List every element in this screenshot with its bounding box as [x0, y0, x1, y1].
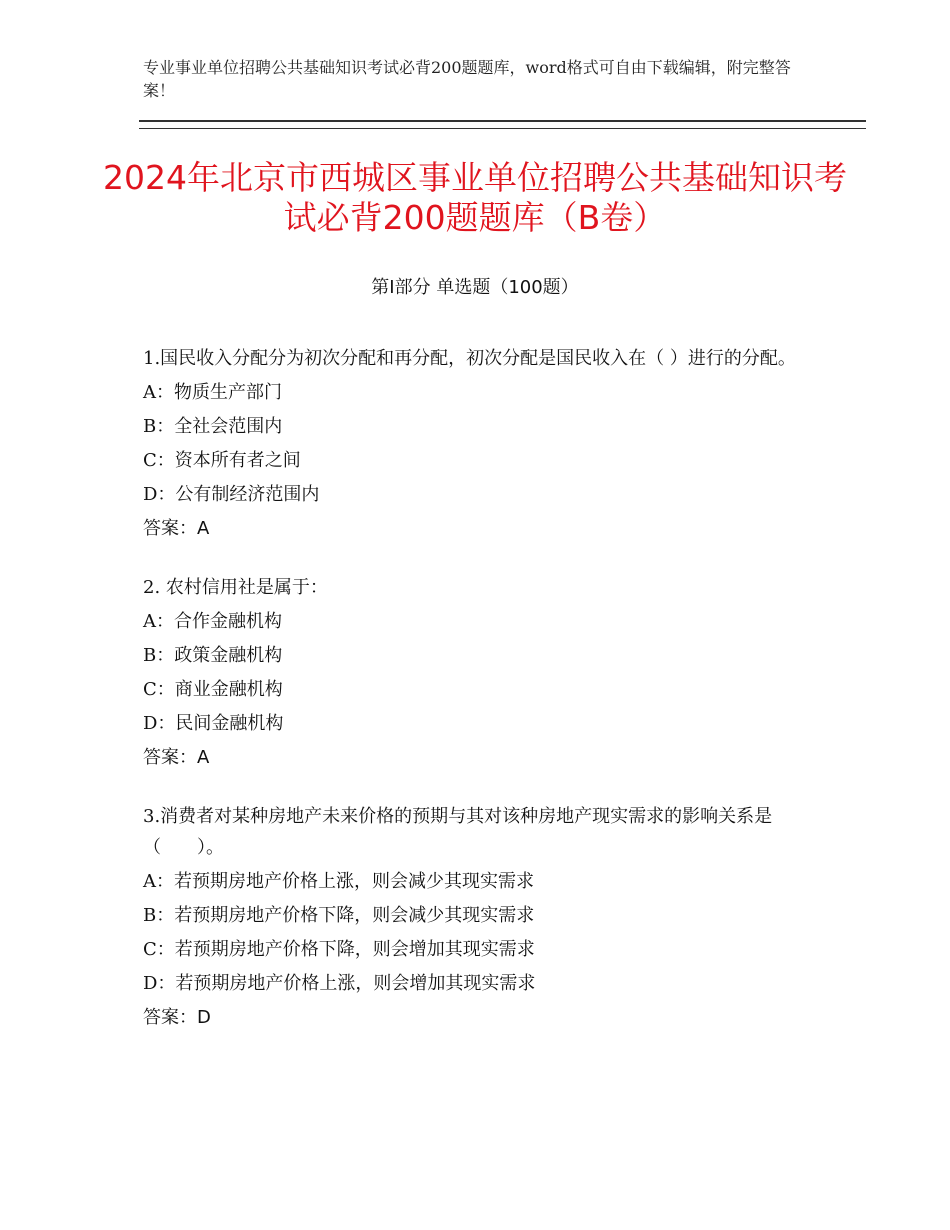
- question-3: [143, 801, 803, 1035]
- question-list: [143, 343, 803, 1061]
- option-c: C：若预期房地产价格下降，则会增加其现实需求: [143, 939, 535, 960]
- question-1: [143, 343, 803, 546]
- header-divider: [139, 120, 866, 129]
- option-b: B：政策金融机构: [143, 645, 283, 666]
- option-a: A：物质生产部门: [143, 382, 282, 403]
- option-a: A：合作金融机构: [143, 611, 282, 632]
- page-header: 专业事业单位招聘公共基础知识考试必背200题题库，word格式可自由下载编辑，附完整答案！: [143, 58, 791, 100]
- option-a: A：若预期房地产价格上涨，则会减少其现实需求: [143, 871, 534, 892]
- option-c: C：商业金融机构: [143, 679, 283, 700]
- section-title: 第Ⅰ部分 单选题（100题）: [371, 277, 579, 298]
- answer-label: 答案：A: [143, 518, 210, 539]
- option-c: C：资本所有者之间: [143, 450, 301, 471]
- option-b: B：若预期房地产价格下降，则会减少其现实需求: [143, 905, 535, 926]
- answer-label: 答案：D: [143, 1007, 211, 1028]
- question-2: [143, 572, 803, 775]
- question-stem: 3.消费者对某种房地产未来价格的预期与其对该种房地产现实需求的影响关系是（ ）。: [143, 806, 773, 858]
- question-stem: 1.国民收入分配分为初次分配和再分配，初次分配是国民收入在（ ）进行的分配。: [143, 348, 796, 369]
- option-d: D：民间金融机构: [143, 713, 284, 734]
- question-stem: 2. 农村信用社是属于：: [143, 577, 328, 598]
- option-d: D：若预期房地产价格上涨，则会增加其现实需求: [143, 973, 536, 994]
- option-b: B：全社会范围内: [143, 416, 283, 437]
- answer-label: 答案：A: [143, 747, 210, 768]
- option-d: D：公有制经济范围内: [143, 484, 320, 505]
- document-title: 2024年北京市西城区事业单位招聘公共基础知识考试必背200题题库（B卷）: [103, 158, 847, 237]
